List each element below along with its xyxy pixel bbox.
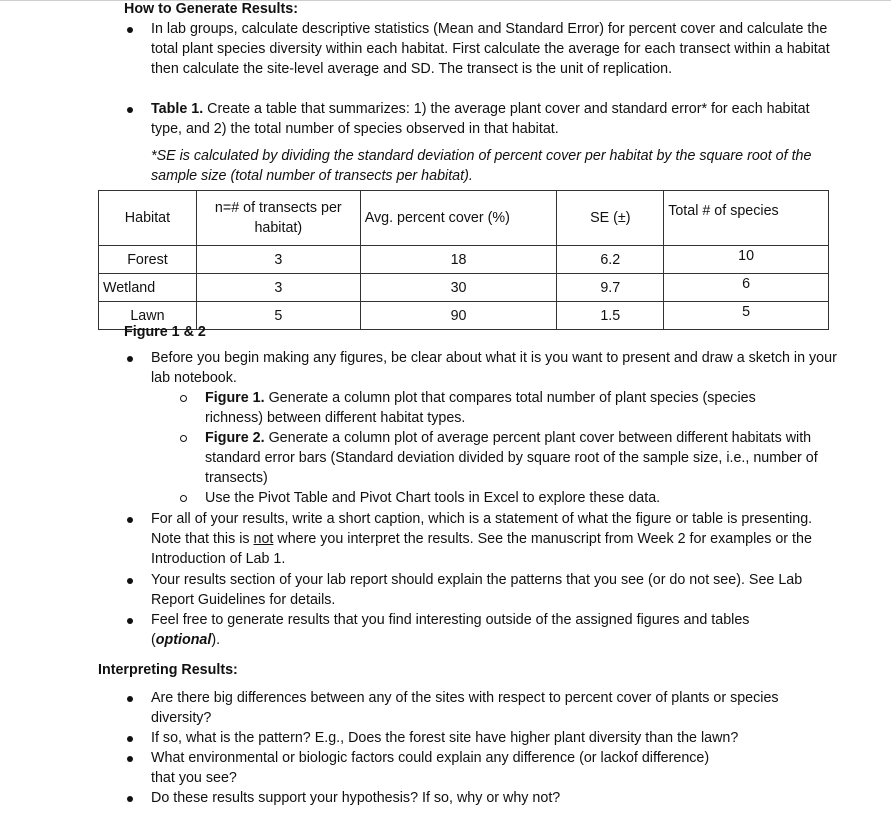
table-row [99,274,829,302]
figure2-label: Figure 2. [205,430,265,446]
list-item: If so, what is the pattern? E.g., Does the forest site have higher plant diversity than the lawn? [151,730,739,746]
paragraph-pivot: Use the Pivot Table and Pivot Chart tools in Excel to explore these data. [205,490,661,506]
list-item: Are there big differences between any of the sites with respect to percent cover of plants or species diversity? [151,690,779,726]
open-bullet-icon [180,395,187,402]
bullet-icon [127,517,133,523]
table1-label: Table 1. [151,101,204,117]
optional-text-a: Feel free to generate results that you find interesting outside of the assigned figures and tables ( [151,612,750,648]
optional-text-b: ). [211,632,221,648]
bullet-icon [127,756,133,762]
cell-total-species: 5 [664,302,829,330]
cell-avg-cover: 18 [360,246,557,274]
paragraph-optional [151,610,791,650]
header-avg-cover: Avg. percent cover (%) [360,191,557,246]
cell-transects: 3 [196,274,360,302]
bullet-icon [127,736,133,742]
cell-se: 1.5 [557,302,664,330]
bullet-icon [127,618,133,624]
paragraph-sketch: Before you begin making any figures, be clear about what it is you want to present and draw a sketch in your lab notebook. [151,350,837,386]
figure1-label: Figure 1. [205,390,265,406]
table-row [99,302,829,330]
paragraph-caption [151,509,841,569]
se-footnote: *SE is calculated by dividing the standard deviation of percent cover per habitat by the square root of the sample size (total number of transects per habitat). [151,148,812,184]
cell-avg-cover: 90 [360,302,557,330]
header-transects: n=# of transects per habitat) [196,191,360,246]
section-heading-generate-results: How to Generate Results: [124,1,298,17]
cell-transects: 3 [196,246,360,274]
figure2-description: Generate a column plot of average percent plant cover between different habitats with standard error bars (Standard deviation divided by square root of the sample size, i.e., number of transects) [205,430,818,486]
cell-transects: 5 [196,302,360,330]
cell-habitat: Lawn [99,302,197,330]
paragraph-figure1 [205,388,815,428]
bullet-icon [127,107,133,113]
header-total-species: Total # of species [664,191,829,246]
cell-total-species: 6 [664,274,829,302]
bullet-icon [127,696,133,702]
open-bullet-icon [180,435,187,442]
paragraph-figure2 [205,428,825,488]
paragraph-descriptive-stats: In lab groups, calculate descriptive statistics (Mean and Standard Error) for percent cover and calculate the total plant species diversity within each habitat. First calculate the average for each transect within a habitat then calculate the site-level average and SD. The transect is the unit of replication. [151,21,830,77]
caption-text-a: For all of your results, write a short caption, which is a statement of what the figure or table is presenting. Note that this is [151,511,813,547]
bullet-icon [127,796,133,802]
cell-habitat: Wetland [99,274,197,302]
open-bullet-icon [180,495,187,502]
cell-total-species: 10 [664,246,829,274]
header-habitat: Habitat [99,191,197,246]
cell-se: 6.2 [557,246,664,274]
paragraph-table1 [151,99,831,139]
table-row [99,246,829,274]
cell-avg-cover: 30 [360,274,557,302]
bullet-icon [127,578,133,584]
results-table [98,190,829,330]
cell-se: 9.7 [557,274,664,302]
optional-emphasis: optional [155,632,212,648]
table-header-row [99,191,829,246]
table1-description: Create a table that summarizes: 1) the average plant cover and standard error* for each habitat type, and 2) the total number of species observed in that habitat. [151,101,810,137]
header-se: SE (±) [557,191,664,246]
cell-habitat: Forest [99,246,197,274]
bullet-icon [127,356,133,362]
section-heading-figures: Figure 1 & 2 [124,324,206,340]
paragraph-results-section: Your results section of your lab report should explain the patterns that you see (or do not see). See Lab Report Guidelines for details. [151,572,803,608]
section-heading-interpreting: Interpreting Results: [98,662,238,678]
list-item: What environmental or biologic factors could explain any difference (or lackof difference) that you see? [151,750,710,786]
bullet-icon [127,27,133,33]
list-item: Do these results support your hypothesis? If so, why or why not? [151,790,561,806]
caption-underlined-not: not [253,531,274,547]
caption-text-b: where you interpret the results. See the manuscript from Week 2 for examples or the Introduction of Lab 1. [151,531,812,567]
figure1-description: Generate a column plot that compares total number of plant species (species richness) between different habitat types. [205,390,756,426]
